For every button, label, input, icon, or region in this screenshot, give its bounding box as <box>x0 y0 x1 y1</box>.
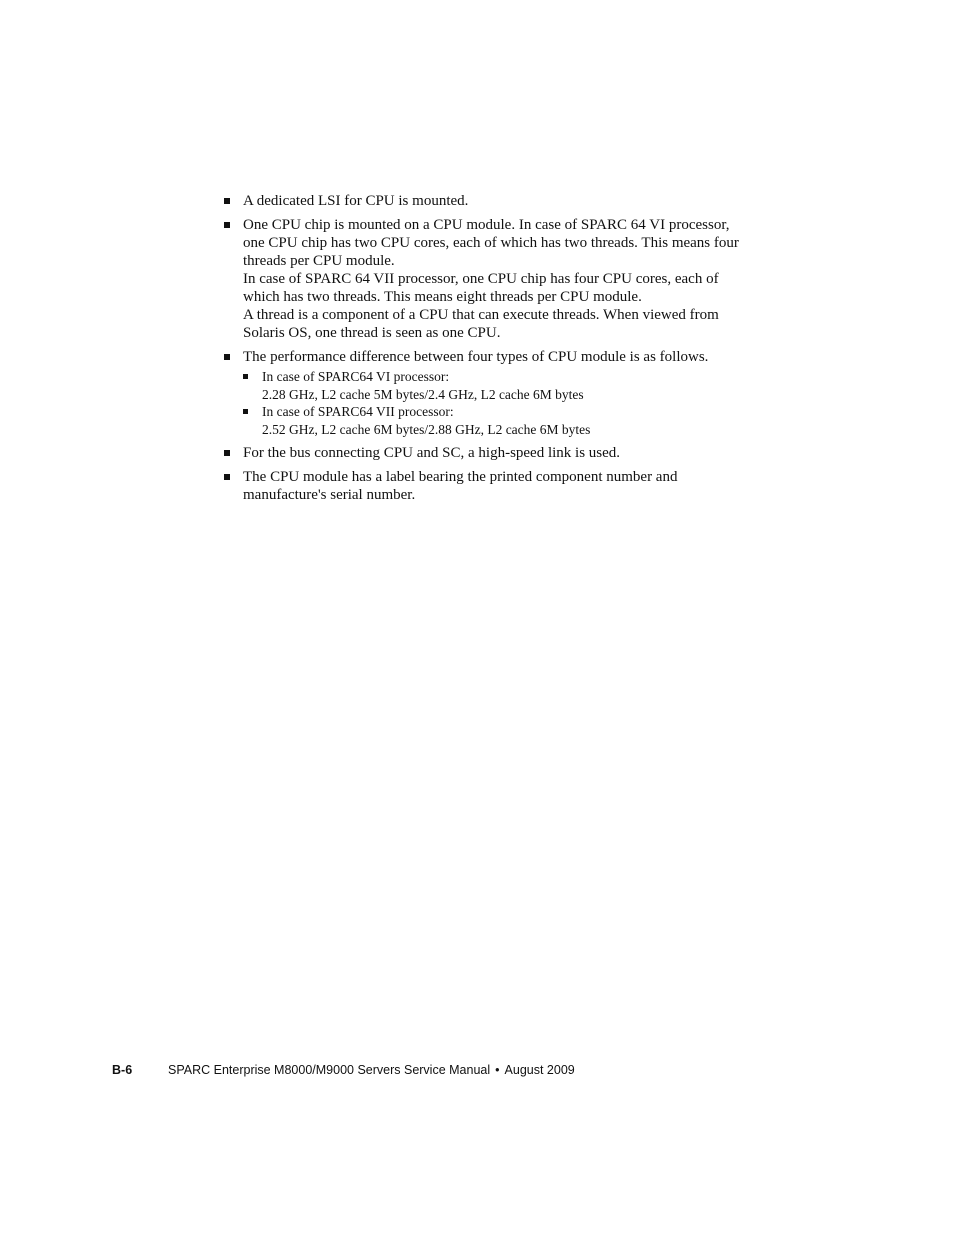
list-item <box>224 192 804 210</box>
text-line: For the bus connecting CPU and SC, a high-speed link is used. <box>243 445 621 461</box>
square-bullet-icon <box>224 354 230 360</box>
publication-date: August 2009 <box>504 1063 575 1077</box>
list-item <box>224 216 804 342</box>
bullet-separator: • <box>495 1063 500 1077</box>
text-line: which has two threads. This means eight threads per CPU module. <box>243 289 642 305</box>
body-content <box>224 192 804 510</box>
sub-list-item <box>243 368 804 403</box>
list-item <box>224 444 804 462</box>
list-item <box>224 348 804 438</box>
bullet-list <box>224 192 804 504</box>
text-line: In case of SPARC64 VII processor: <box>262 404 454 419</box>
text-line: The CPU module has a label bearing the printed component number and <box>243 469 678 485</box>
page-number: B-6 <box>112 1063 133 1077</box>
text-line: manufacture's serial number. <box>243 487 416 503</box>
square-bullet-icon <box>224 222 230 228</box>
manual-title: SPARC Enterprise M8000/M9000 Servers Service Manual <box>168 1063 491 1077</box>
square-bullet-icon <box>243 409 248 414</box>
text-line: The performance difference between four types of CPU module is as follows. <box>243 349 709 365</box>
text-line: In case of SPARC 64 VII processor, one CPU chip has four CPU cores, each of <box>243 271 719 287</box>
sub-bullet-list <box>243 368 804 438</box>
square-bullet-icon <box>224 450 230 456</box>
square-bullet-icon <box>224 198 230 204</box>
text-line: A dedicated LSI for CPU is mounted. <box>243 193 469 209</box>
square-bullet-icon <box>224 474 230 480</box>
text-line: One CPU chip is mounted on a CPU module. In case of SPARC 64 VI processor, <box>243 217 730 233</box>
text-line: A thread is a component of a CPU that can execute threads. When viewed from <box>243 307 719 323</box>
sub-list-item <box>243 403 804 438</box>
page-footer <box>112 1063 575 1077</box>
square-bullet-icon <box>243 374 248 379</box>
text-line: 2.28 GHz, L2 cache 5M bytes/2.4 GHz, L2 cache 6M bytes <box>262 386 584 402</box>
list-item <box>224 468 804 504</box>
text-line: one CPU chip has two CPU cores, each of which has two threads. This means four <box>243 235 739 251</box>
text-line: Solaris OS, one thread is seen as one CPU. <box>243 325 501 341</box>
text-line: 2.52 GHz, L2 cache 6M bytes/2.88 GHz, L2 cache 6M bytes <box>262 421 591 437</box>
text-line: In case of SPARC64 VI processor: <box>262 369 450 384</box>
text-line: threads per CPU module. <box>243 253 395 269</box>
